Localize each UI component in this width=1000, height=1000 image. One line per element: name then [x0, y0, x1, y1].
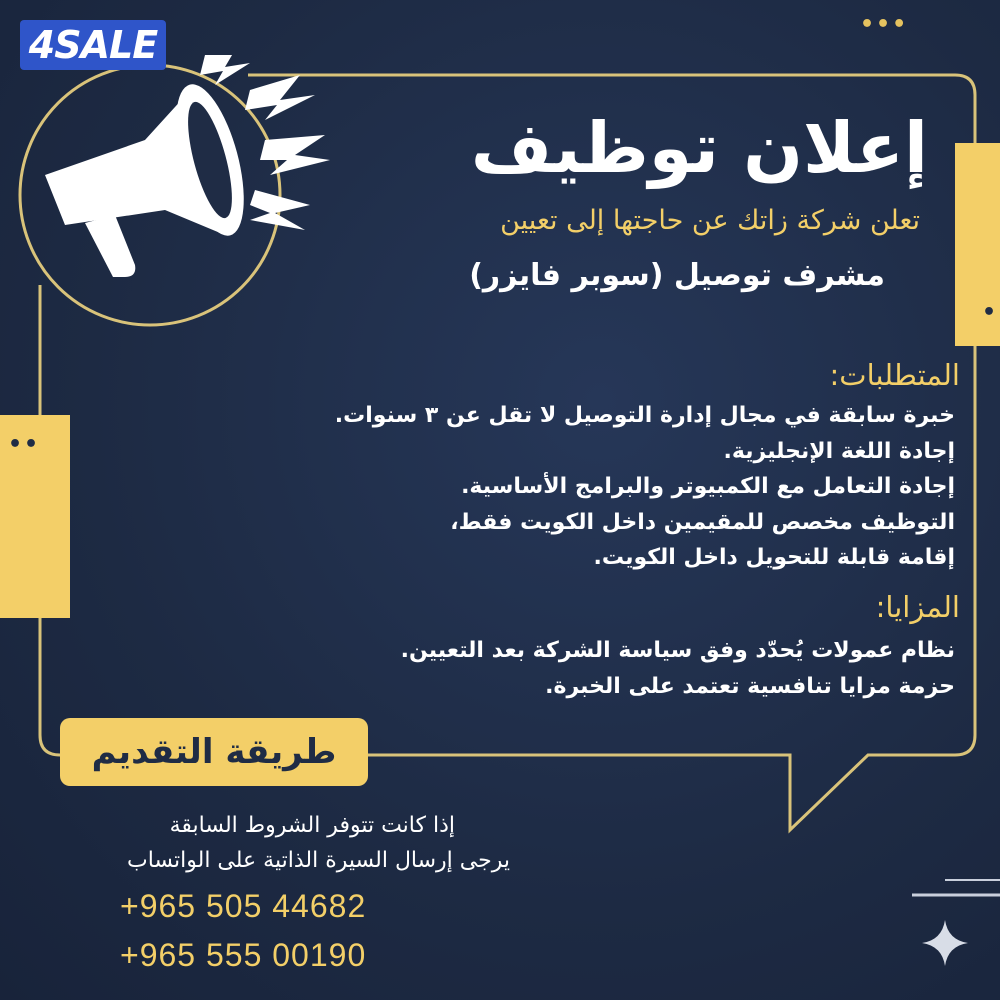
- megaphone-icon: [25, 55, 335, 295]
- phone-number-1[interactable]: +965 505 44682: [120, 888, 367, 924]
- benefit-item: حزمة مزايا تنافسية تعتمد على الخبرة.: [545, 673, 955, 699]
- brand-logo[interactable]: 4SALE: [20, 20, 166, 70]
- page-title: إعلان توظيف: [470, 107, 928, 189]
- sparkle-icon: [920, 918, 970, 968]
- requirement-item: إجادة التعامل مع الكمبيوتر والبرامج الأساسية.: [461, 474, 955, 499]
- subtitle: تعلن شركة زاتك عن حاجتها إلى تعيين: [500, 205, 920, 236]
- requirement-item: خبرة سابقة في مجال إدارة التوصيل لا تقل عن ٣ سنوات.: [334, 403, 955, 428]
- apply-heading: طريقة التقديم: [60, 718, 368, 786]
- requirement-item: إجادة اللغة الإنجليزية.: [723, 438, 955, 464]
- job-position: مشرف توصيل (سوبر فايزر): [469, 258, 885, 293]
- requirements-list: [255, 398, 955, 576]
- apply-instruction-1: إذا كانت تتوفر الشروط السابقة: [169, 813, 455, 838]
- decor-dots-top: •••: [860, 12, 909, 37]
- requirement-item: التوظيف مخصص للمقيمين داخل الكويت فقط،: [450, 509, 955, 535]
- benefits-list: [255, 633, 955, 704]
- phone-number-2[interactable]: +965 555 00190: [120, 937, 367, 973]
- benefit-item: نظام عمولات يُحدّد وفق سياسة الشركة بعد التعيين.: [400, 638, 955, 663]
- decor-dot-right: •: [982, 300, 999, 325]
- decor-dots-left: ••: [8, 432, 41, 457]
- requirements-heading: المتطلبات:: [829, 358, 960, 392]
- requirement-item: إقامة قابلة للتحويل داخل الكويت.: [593, 545, 955, 570]
- apply-instruction-2: يرجى إرسال السيرة الذاتية على الواتساب: [126, 848, 510, 873]
- benefits-heading: المزايا:: [875, 590, 960, 624]
